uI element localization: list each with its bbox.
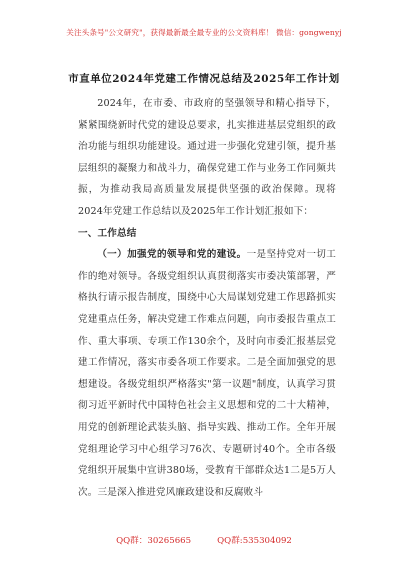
document-title: 市直单位2024年党建工作情况总结及2025年工作计划 bbox=[68, 73, 340, 85]
footer-contact bbox=[0, 534, 408, 546]
document-body bbox=[78, 93, 336, 503]
footer-qq-group-2: QQ群:535304092 bbox=[217, 536, 292, 546]
intro-paragraph: 2024年，在市委、市政府的坚强领导和精心指导下，紧紧围绕新时代党的建设总要求，扎实推进基层党组织的政治功能与组织功能建设。通过进一步强化党建引领，提升基层组织的凝聚力和战斗力，确保党建工作与业务工作同频共振，为推动我局高质量发展提供坚强的政治保障。现将2024年党建工作总结以及2025年工作计划汇报如下： bbox=[78, 98, 336, 217]
subsection-paragraph bbox=[78, 244, 336, 503]
subsection-text: 一是坚持党对一切工作的绝对领导。各级党组织认真贯彻落实市委决策部署，严格执行请示报告制度，围绕中心大局谋划党建工作思路抓实党建重点任务，解决党建工作难点问题，向市委报告重点工作、重大事项、专项工作130余个，及时向市委汇报基层党建工作情况，落实市委各项工作要求。二是全面加强党的思想建设。各级党组织严格落实"第一议题"制度，认真学习贯彻习近平新时代中国特色社会主义思想和党的二十大精神，用党的创新理论武装头脑、指导实践、推动工作。全年开展党组理论学习中心组学习76次、专题研讨40个。全市各级党组织开展集中宣讲380场，受教育干部群众达1二是5万人次。三是深入推进党风廉政建设和反腐败斗 bbox=[78, 249, 336, 498]
section-heading-work-summary bbox=[78, 223, 336, 245]
section-heading-text: 一、工作总结 bbox=[78, 227, 137, 239]
footer-qq-group-1: QQ群：30265665 bbox=[116, 536, 192, 546]
header-banner: 关注头条号"公文研究"，获得最新最全最专业的公文资料库！ 微信：gongwenyj bbox=[66, 28, 342, 37]
subsection-heading: （一）加强党的领导和党的建设。 bbox=[97, 249, 247, 261]
